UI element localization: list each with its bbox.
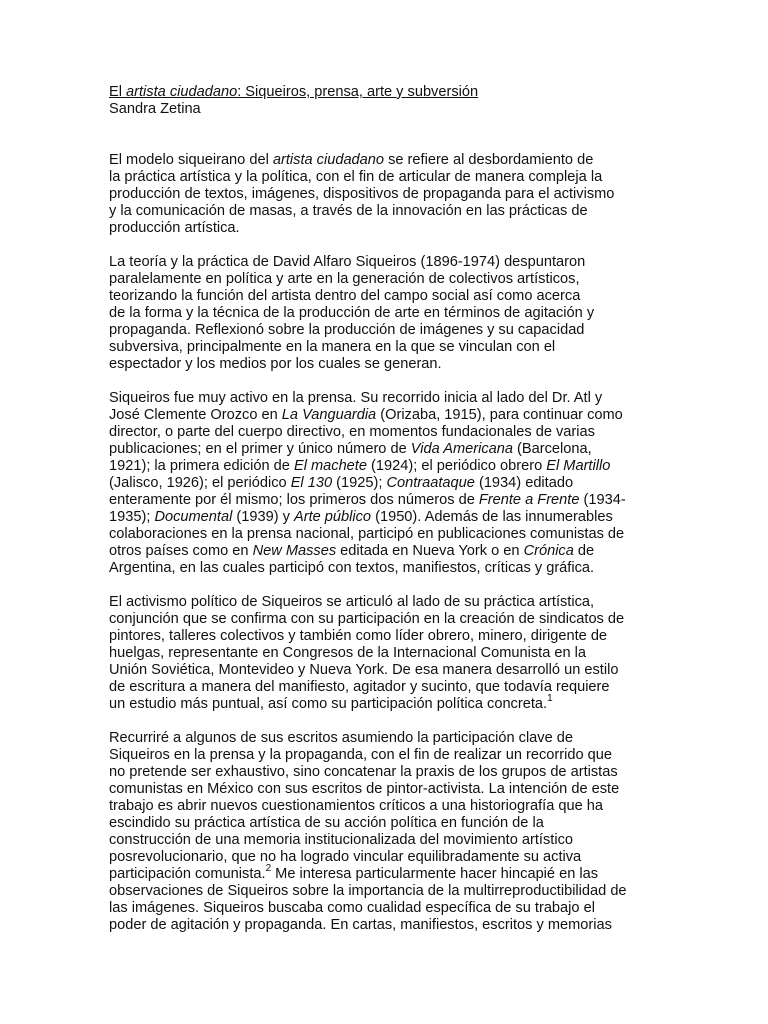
- text-segment: de la forma y la técnica de la producción de arte en términos de agitación y: [109, 305, 595, 321]
- text-line: [109, 764, 661, 781]
- paragraph: [109, 152, 661, 237]
- text-line: [109, 339, 661, 356]
- footnote-ref: 2: [265, 863, 272, 875]
- text-segment: las imágenes. Siqueiros buscaba como cualidad específica de su trabajo el: [109, 900, 595, 916]
- text-line: [109, 798, 661, 815]
- text-segment: producción de textos, imágenes, dispositivos de propaganda para el activismo: [109, 186, 615, 202]
- text-segment: escindido su práctica artística de su acción política en función de la: [109, 815, 544, 831]
- text-segment: Me interesa particularmente hacer hincapié en las: [271, 866, 599, 882]
- paragraph: [109, 594, 661, 713]
- italic-text: El Martillo: [546, 458, 611, 474]
- text-segment: y la comunicación de masas, a través de la innovación en las prácticas de: [109, 203, 588, 219]
- text-segment: subversiva, principalmente en la manera en la que se vinculan con el: [109, 339, 556, 355]
- document-author: Sandra Zetina: [109, 101, 201, 117]
- italic-text: Documental: [154, 509, 233, 525]
- text-segment: (1925);: [332, 475, 387, 491]
- italic-text: New Masses: [252, 543, 337, 559]
- text-segment: José Clemente Orozco en: [109, 407, 282, 423]
- text-line: [109, 288, 661, 305]
- title-part1: El: [109, 84, 127, 100]
- italic-text: Frente a Frente: [478, 492, 580, 508]
- text-line: [109, 781, 661, 798]
- text-segment: publicaciones; en el primer y único número de: [109, 441, 411, 457]
- text-line: [109, 458, 661, 475]
- text-segment: pintores, talleres colectivos y también como líder obrero, minero, dirigente de: [109, 628, 608, 644]
- text-line: [109, 747, 661, 764]
- text-segment: la práctica artística y la política, con el fin de articular de manera compleja la: [109, 169, 603, 185]
- text-segment: Siqueiros en la prensa y la propaganda, con el fin de realizar un recorrido que: [109, 747, 612, 763]
- text-line: [109, 863, 661, 883]
- text-segment: se refiere al desbordamiento de: [384, 152, 594, 168]
- text-line: [109, 322, 661, 339]
- text-segment: Siqueiros fue muy activo en la prensa. Su recorrido inicia al lado del Dr. Atl y: [109, 390, 603, 406]
- paragraph: [109, 254, 661, 373]
- text-line: [109, 169, 661, 186]
- text-segment: teorizando la función del artista dentro del campo social así como acerca: [109, 288, 581, 304]
- italic-text: La Vanguardia: [281, 407, 377, 423]
- text-segment: huelgas, representante en Congresos de la Internacional Comunista en la: [109, 645, 587, 661]
- text-segment: comunistas en México con sus escritos de pintor-activista. La intención de este: [109, 781, 620, 797]
- footnote-ref: 1: [547, 693, 553, 705]
- text-segment: paralelamente en política y arte en la generación de colectivos artísticos,: [109, 271, 580, 287]
- text-line: [109, 526, 661, 543]
- text-line: [109, 424, 661, 441]
- text-segment: Argentina, en las cuales participó con textos, manifiestos, críticas y gráfica.: [109, 560, 595, 576]
- text-segment: posrevolucionario, que no ha logrado vincular equilibradamente su activa: [109, 849, 582, 865]
- paragraph: [109, 390, 661, 577]
- text-line: [109, 509, 661, 526]
- text-segment: (Orizaba, 1915), para continuar como: [376, 407, 623, 423]
- text-line: [109, 356, 661, 373]
- italic-text: El machete: [293, 458, 367, 474]
- text-segment: Unión Soviética, Montevideo y Nueva York. De esa manera desarrolló un estilo: [109, 662, 619, 678]
- text-line: [109, 186, 661, 203]
- text-line: [109, 492, 661, 509]
- text-segment: (1924); el periódico obrero: [366, 458, 547, 474]
- text-segment: El activismo político de Siqueiros se articuló al lado de su práctica artística,: [109, 594, 595, 610]
- text-line: [109, 900, 661, 917]
- italic-text: artista ciudadano: [272, 152, 385, 168]
- text-line: [109, 628, 661, 645]
- document-body: [109, 84, 661, 951]
- text-segment: otros países como en: [109, 543, 253, 559]
- text-line: [109, 611, 661, 628]
- text-line: [109, 305, 661, 322]
- text-segment: (Barcelona,: [513, 441, 592, 457]
- text-line: [109, 849, 661, 866]
- text-segment: colaboraciones en la prensa nacional, participó en publicaciones comunistas de: [109, 526, 625, 542]
- text-line: [109, 271, 661, 288]
- text-segment: (1934) editado: [474, 475, 574, 491]
- title-part2: : Siqueiros, prensa, arte y subversión: [237, 84, 479, 100]
- text-segment: editada en Nueva York o en: [336, 543, 524, 559]
- text-line: [109, 693, 661, 713]
- text-line: [109, 917, 661, 934]
- italic-text: El 130: [290, 475, 333, 491]
- text-line: [109, 543, 661, 560]
- text-segment: poder de agitación y propaganda. En cartas, manifiestos, escritos y memorias: [109, 917, 612, 933]
- text-segment: La teoría y la práctica de David Alfaro Siqueiros (1896-1974) despuntaron: [109, 254, 586, 270]
- title-italic: artista ciudadano: [126, 84, 238, 100]
- text-line: [109, 254, 661, 271]
- italic-text: Arte público: [293, 509, 372, 525]
- text-segment: 1935);: [109, 509, 155, 525]
- text-line: [109, 475, 661, 492]
- text-segment: trabajo es abrir nuevos cuestionamientos críticos a una historiografía que ha: [109, 798, 604, 814]
- text-line: [109, 594, 661, 611]
- text-segment: un estudio más puntual, así como su participación política concreta.: [109, 696, 548, 712]
- text-segment: participación comunista.: [109, 866, 266, 882]
- text-segment: espectador y los medios por los cuales se generan.: [109, 356, 442, 372]
- paragraph: [109, 730, 661, 934]
- italic-text: Contraataque: [386, 475, 475, 491]
- text-segment: de: [573, 543, 595, 559]
- text-line: [109, 679, 661, 696]
- text-segment: propaganda. Reflexionó sobre la producción de imágenes y su capacidad: [109, 322, 585, 338]
- text-line: [109, 645, 661, 662]
- text-segment: no pretende ser exhaustivo, sino concatenar la praxis de los grupos de artistas: [109, 764, 618, 780]
- text-line: [109, 390, 661, 407]
- text-segment: construcción de una memoria institucionalizada del movimiento artístico: [109, 832, 573, 848]
- text-line: [109, 815, 661, 832]
- text-segment: (1934-: [579, 492, 626, 508]
- text-line: [109, 220, 661, 237]
- text-segment: (1939) y: [232, 509, 294, 525]
- text-line: [109, 441, 661, 458]
- text-line: [109, 152, 661, 169]
- text-segment: (Jalisco, 1926); el periódico: [109, 475, 291, 491]
- text-line: [109, 407, 661, 424]
- italic-text: Crónica: [523, 543, 574, 559]
- text-line: [109, 662, 661, 679]
- text-segment: de escritura a manera del manifiesto, agitador y sucinto, que todavía requiere: [109, 679, 610, 695]
- text-line: [109, 883, 661, 900]
- text-segment: producción artística.: [109, 220, 240, 236]
- text-line: [109, 730, 661, 747]
- text-segment: director, o parte del cuerpo directivo, en momentos fundacionales de varias: [109, 424, 595, 440]
- text-segment: enteramente por él mismo; los primeros dos números de: [109, 492, 479, 508]
- text-segment: El modelo siqueirano del: [109, 152, 273, 168]
- text-line: [109, 560, 661, 577]
- text-line: [109, 203, 661, 220]
- text-line: [109, 832, 661, 849]
- italic-text: Vida Americana: [410, 441, 513, 457]
- text-segment: observaciones de Siqueiros sobre la importancia de la multirreproductibilidad de: [109, 883, 627, 899]
- document-title: [109, 84, 661, 101]
- text-segment: (1950). Además de las innumerables: [371, 509, 613, 525]
- text-segment: Recurriré a algunos de sus escritos asumiendo la participación clave de: [109, 730, 573, 746]
- text-segment: 1921); la primera edición de: [109, 458, 294, 474]
- paragraphs: [109, 152, 661, 934]
- text-segment: conjunción que se confirma con su participación en la creación de sindicatos de: [109, 611, 625, 627]
